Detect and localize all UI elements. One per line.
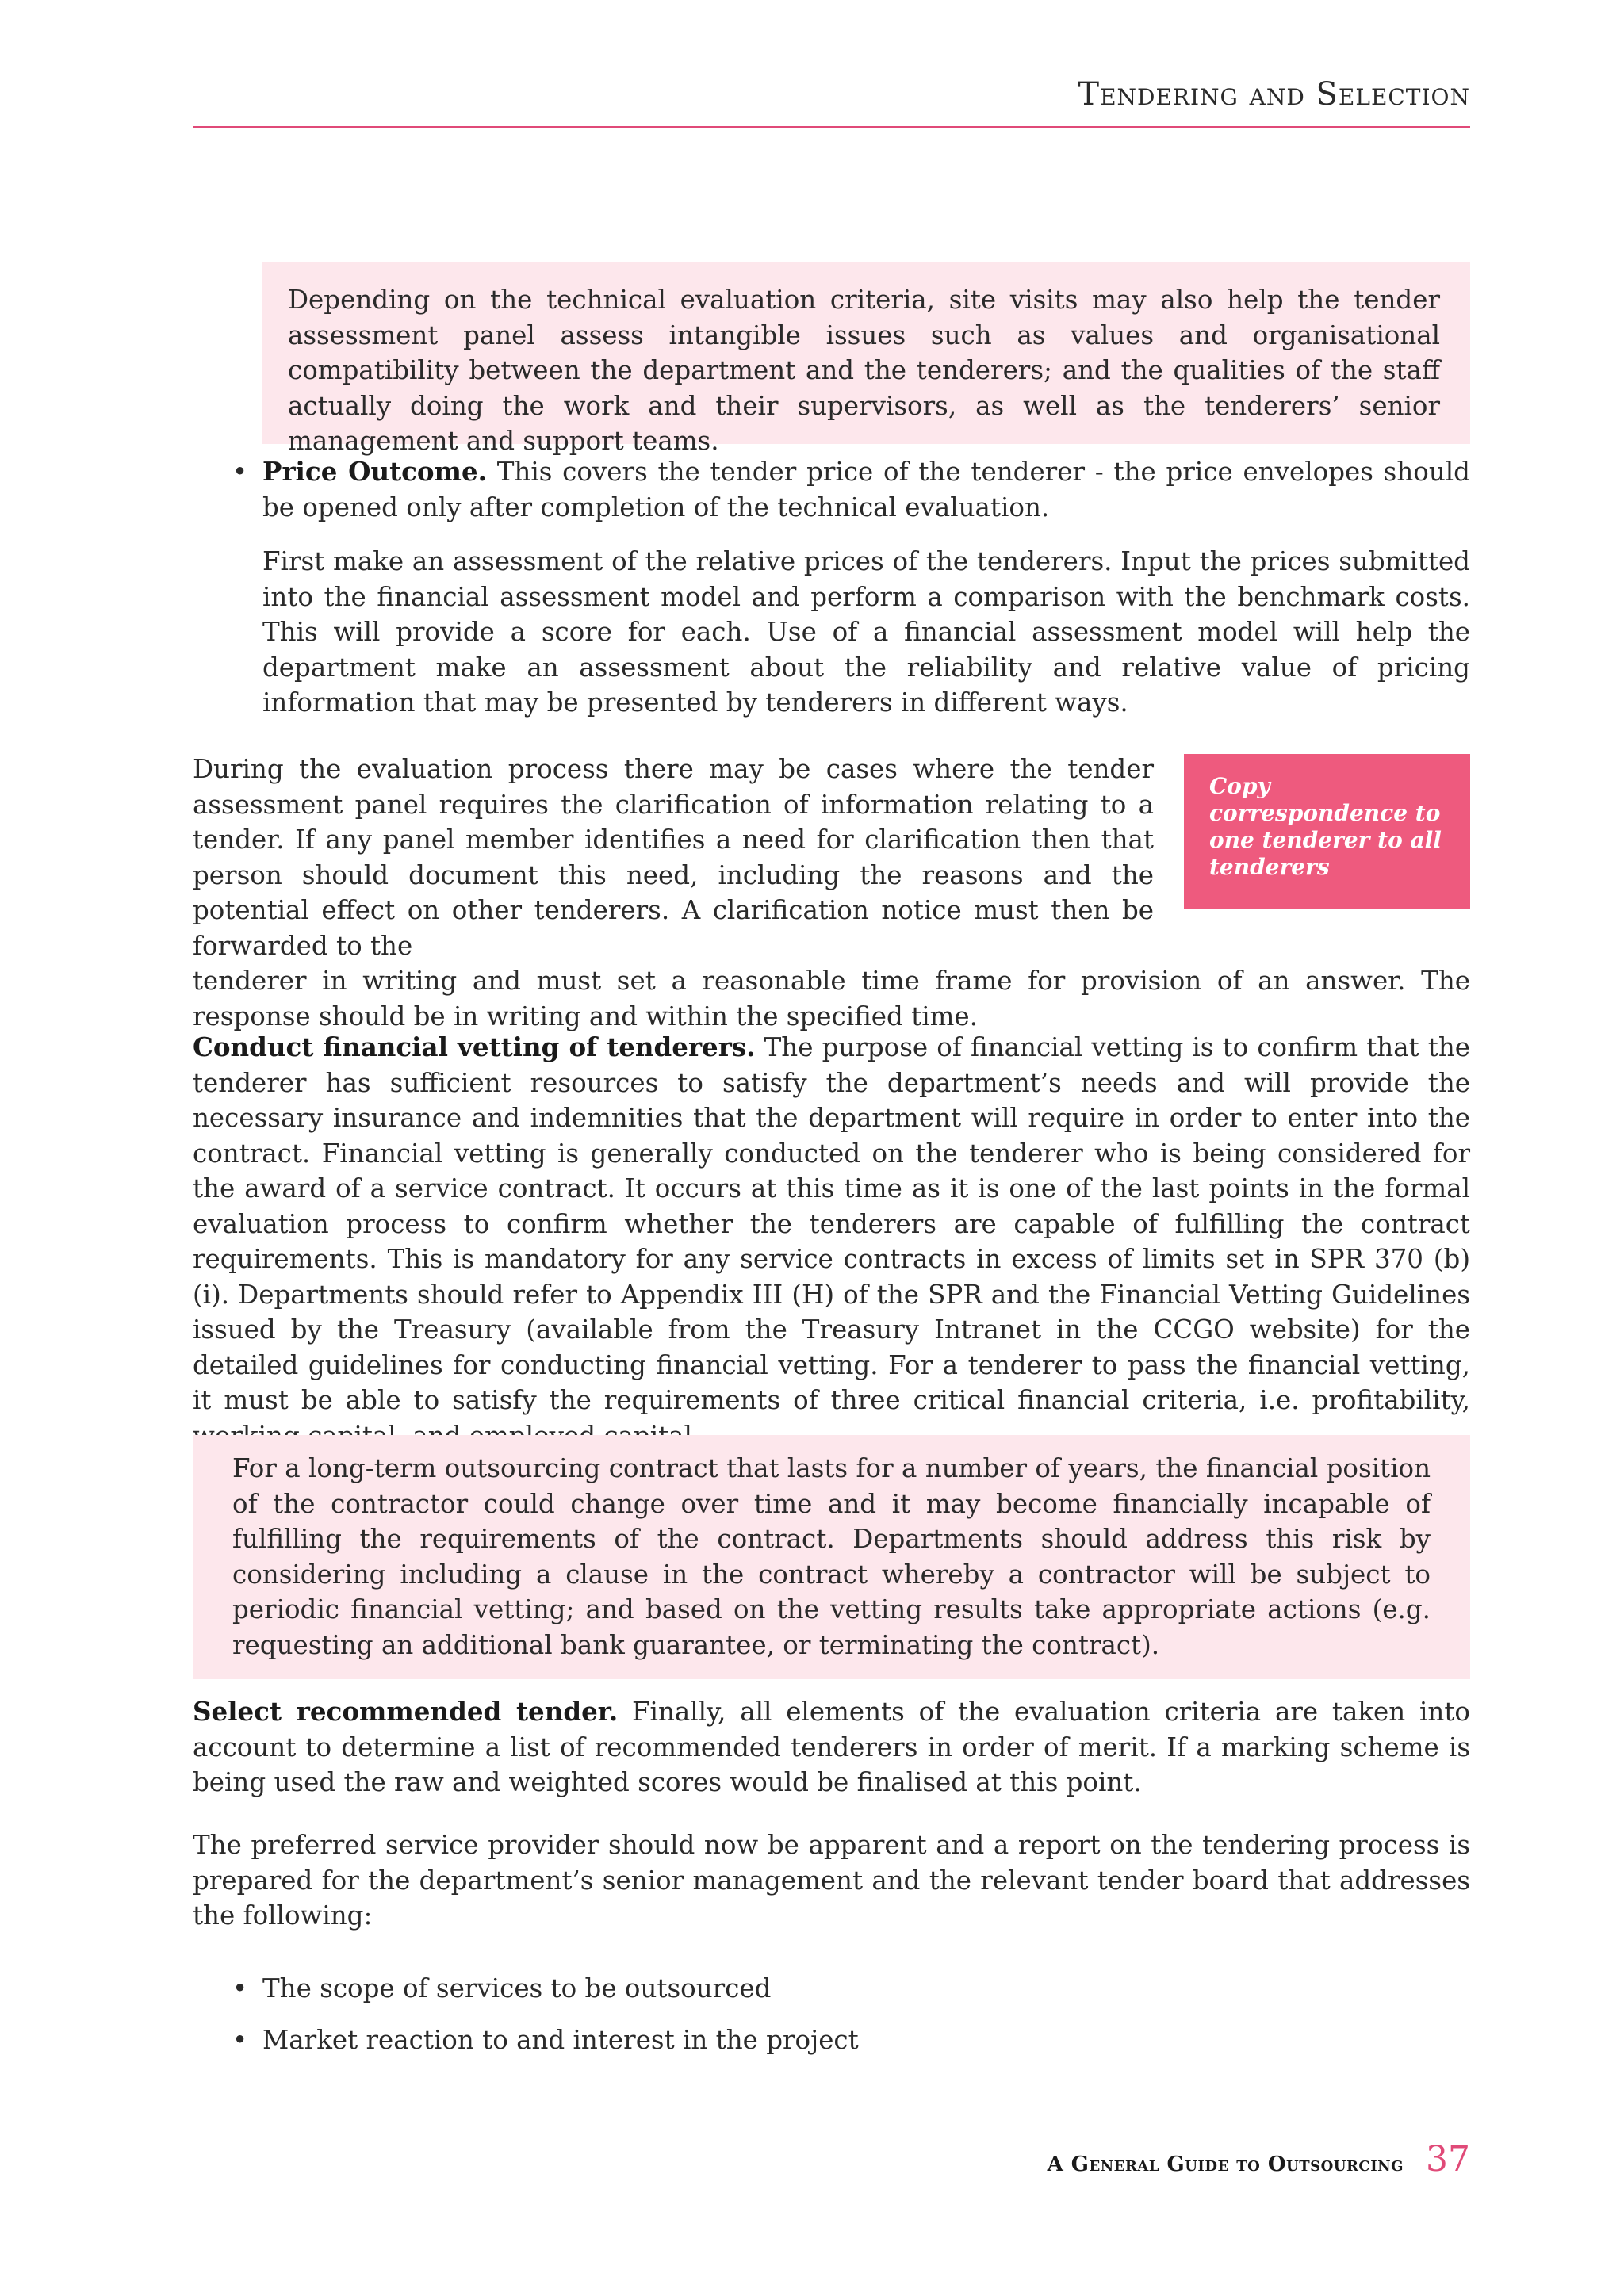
- price-assessment-paragraph: First make an assessment of the relative prices of the tenderers. Input the prices submitted into the financial assessment model and perform a comparison with the benchmark costs. This will provide a score for each. Use of a financial assessment model will help the department make an assessment about the reliability and relative value of pricing information that may be presented by tenderers in different ways.: [262, 546, 1470, 718]
- site-visits-callout-text: Depending on the technical evaluation criteria, site visits may also help the tender assessment panel assess intangible issues such as values and organisational compatibility between the department and the tenderers; and the qualities of the staff actually doing the work and their supervisors, as well as the tenderers’ senior management and support teams.: [288, 285, 1440, 456]
- long-term-callout: [193, 1435, 1470, 1679]
- page-footer: [1048, 2139, 1470, 2179]
- bullet-icon: •: [232, 457, 248, 487]
- price-outcome-text: This covers the tender price of the tenderer - the price envelopes should be opened only after completion of the technical evaluation.: [262, 457, 1470, 522]
- bullet-icon: •: [232, 1973, 248, 2003]
- financial-vetting-text: The purpose of financial vetting is to confirm that the tenderer has sufficient resources to satisfy the department’s needs and will provide the necessary insurance and indemnities that the department will require in order to enter into the contract. Financial vetting is generally conducted on the tenderer who is being considered for the award of a service contract. It occurs at this time as it is one of the last points in the formal evaluation process to confirm whether the tenderers are capable of fulfilling the contract requirements. This is mandatory for any service contracts in excess of limits set in SPR 370 (b) (i). Departments should refer to Appendix III (H) of the SPR and the Financial Vetting Guidelines issued by the Treasury (available from the Treasury Intranet in the CCGO website) for the detailed guidelines for conducting financial vetting. For a tenderer to pass the financial vetting, it must be able to satisfy the requirements of three critical financial criteria, i.e. profitability,: [193, 1032, 1470, 1415]
- side-note-box: Copy correspondence to one tenderer to all tenderers: [1184, 754, 1470, 909]
- list-item-text: Market reaction to and interest in the project: [262, 2024, 859, 2055]
- financial-vetting-heading: Conduct financial vetting of tenderers.: [193, 1031, 756, 1062]
- financial-vetting-paragraph: [193, 1030, 1470, 1453]
- list-item: [232, 2022, 1470, 2058]
- running-header-title: Tendering and Selection: [1078, 76, 1470, 113]
- footer-guide-title: A General Guide to Outsourcing: [1047, 2152, 1404, 2176]
- clarification-text-full: tenderer in writing and must set a reasonable time frame for provision of an answer. The response should be in writing and within the specified time.: [193, 966, 1470, 1031]
- list-item: [232, 1971, 1470, 2007]
- site-visits-callout: [262, 262, 1470, 456]
- list-item-text: The scope of services to be outsourced: [262, 1973, 772, 2003]
- select-tender-paragraph: [193, 1694, 1470, 1800]
- select-tender-heading: Select recommended tender.: [193, 1696, 619, 1727]
- preferred-provider-paragraph: The preferred service provider should now be apparent and a report on the tendering process is prepared for the department’s senior management and the relevant tender board that addresses the following:: [193, 1830, 1470, 1931]
- select-tender-text: Finally, all elements of the evaluation criteria are taken into account to determine a list of recommended tenderers in order of merit. If a marking scheme is being used the raw and weighted scores would be finalised at this point.: [193, 1697, 1470, 1797]
- price-outcome-heading: Price Outcome.: [262, 456, 487, 487]
- price-outcome-bullet: [232, 454, 1470, 525]
- report-items-list: [232, 1971, 1470, 2057]
- bullet-icon: •: [232, 2024, 248, 2055]
- header-rule: [193, 126, 1470, 128]
- price-outcome-paragraph: [262, 454, 1470, 525]
- clarification-text-wrapped: During the evaluation process there may be cases where the tender assessment panel requires the clarification of information relating to a tender. If any panel member identifies a need for clarification then that person should document this need, including the reasons and the potential effect on other tenderers. A clarification notice must then be forwarded to the: [193, 754, 1154, 961]
- long-term-callout-text: For a long-term outsourcing contract that lasts for a number of years, the financial position of the contractor could change over time and it may become financially incapable of fulfilling the requirements of the contract. Departments should address this risk by considering including a clause in the contract whereby a contractor will be subject to periodic financial vetting; and based on the vetting results take appropriate actions (e.g. requesting an additional bank guarantee, or terminating the contract).: [232, 1453, 1431, 1660]
- page-number: 37: [1426, 2139, 1470, 2179]
